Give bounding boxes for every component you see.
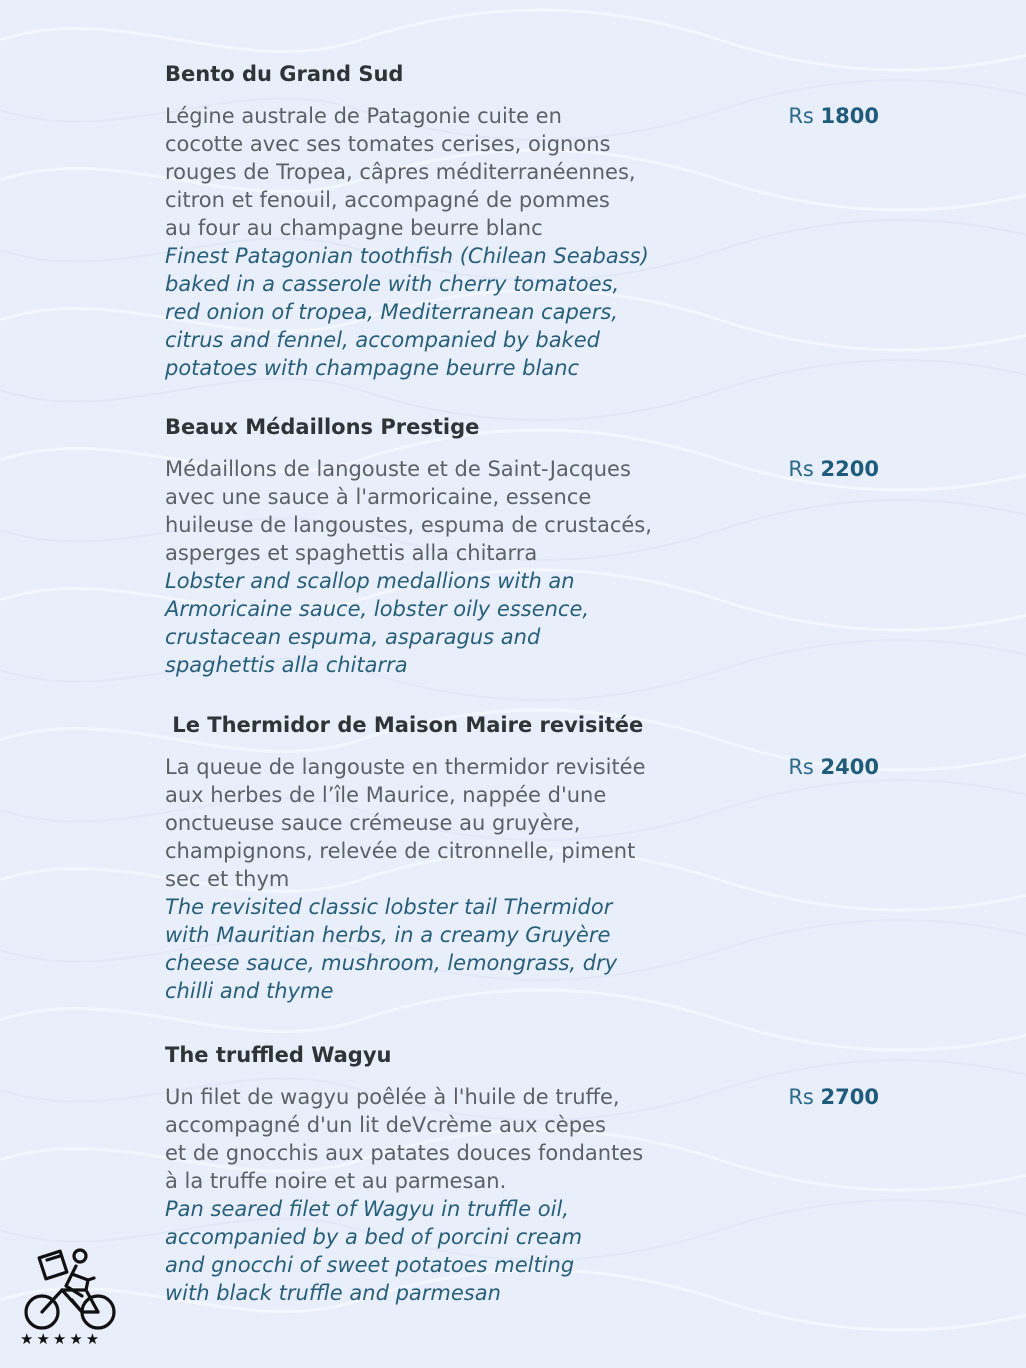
description-french: Un filet de wagyu poêlée à l'huile de truffe, accompagné d'un lit deVcrème aux cèpes et de gnocchis aux patates douces fondantes à la truffe noire et au parmesan. (165, 1085, 644, 1193)
dish-price (788, 753, 879, 781)
dish-title: Bento du Grand Sud (165, 62, 404, 86)
price-amount: 1800 (820, 104, 879, 128)
price-currency: Rs (788, 1085, 814, 1109)
description-french: La queue de langouste en thermidor revisitée aux herbes de l’île Maurice, nappée d'une onctueuse sauce crémeuse au gruyère, champignons, relevée de citronnelle, piment sec et thym (165, 755, 646, 891)
dish-description (165, 1083, 725, 1307)
dish-description (165, 753, 725, 1005)
price-amount: 2200 (820, 457, 879, 481)
dish-title: The truffled Wagyu (165, 1043, 392, 1067)
dish-price (788, 102, 879, 130)
dish-title: Le Thermidor de Maison Maire revisitée (165, 713, 644, 737)
price-currency: Rs (788, 104, 814, 128)
dish-title: Beaux Médaillons Prestige (165, 415, 480, 439)
dish-description (165, 102, 725, 382)
description-english: The revisited classic lobster tail Thermidor with Mauritian herbs, in a creamy Gruyère cheese sauce, mushroom, lemongrass, dry chilli and thyme (165, 895, 618, 1003)
rating-stars: ★★★★★ (20, 1330, 103, 1348)
price-currency: Rs (788, 457, 814, 481)
dish-price (788, 455, 879, 483)
description-french: Médaillons de langouste et de Saint-Jacques avec une sauce à l'armoricaine, essence huileuse de langoustes, espuma de crustacés, asperges et spaghettis alla chitarra (165, 457, 652, 565)
price-currency: Rs (788, 755, 814, 779)
description-english: Lobster and scallop medallions with an Armoricaine sauce, lobster oily essence, crustacean espuma, asparagus and spaghettis alla chitarra (165, 569, 590, 677)
price-amount: 2700 (820, 1085, 879, 1109)
price-amount: 2400 (820, 755, 879, 779)
description-french: Légine australe de Patagonie cuite en cocotte avec ses tomates cerises, oignons rouges de Tropea, câpres méditerranéennes, citron et fenouil, accompagné de pommes au four au champagne beurre blanc (165, 104, 636, 240)
dish-price (788, 1083, 879, 1111)
description-english: Finest Patagonian toothfish (Chilean Seabass) baked in a casserole with cherry tomatoes, red onion of tropea, Mediterranean capers, citrus and fennel, accompanied by baked potatoes with champagne beurre blanc (165, 244, 649, 380)
description-english: Pan seared filet of Wagyu in truffle oil, accompanied by a bed of porcini cream and gnocchi of sweet potatoes melting with black truffle and parmesan (165, 1197, 583, 1305)
dish-description (165, 455, 725, 679)
